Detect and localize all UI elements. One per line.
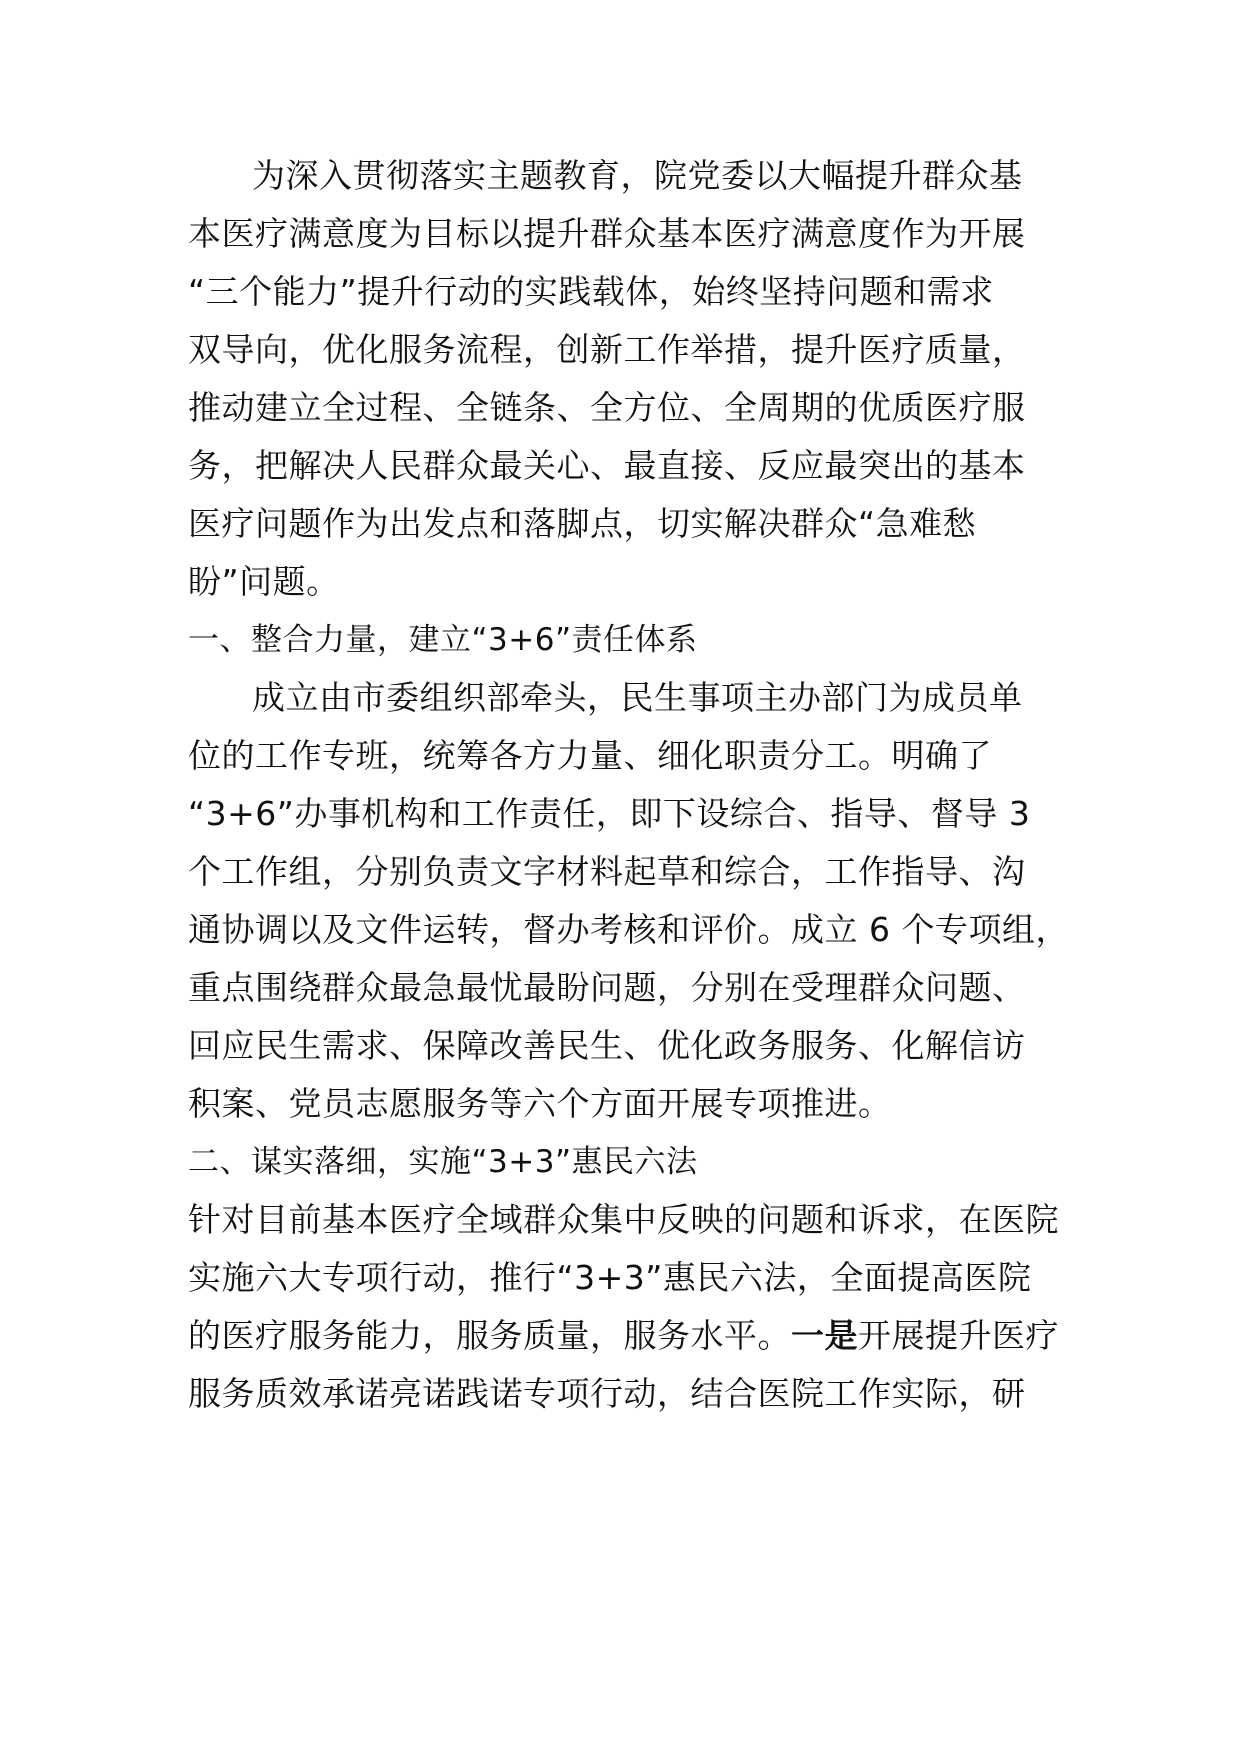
body-line xyxy=(188,1304,1088,1368)
body-line: 实施六大专项行动，推行“3+3”惠民六法，全面提高医院 xyxy=(188,1258,1032,1297)
body-line: 针对目前基本医疗全域群众集中反映的问题和诉求，在医院 xyxy=(188,1200,1059,1239)
body-line: 回应民生需求、保障改善民生、优化政务服务、化解信访 xyxy=(188,1026,1026,1065)
body-line: 个工作组，分别负责文字材料起草和综合，工作指导、沟 xyxy=(188,852,1026,891)
intro-line: 务，把解决人民群众最关心、最直接、反应最突出的基本 xyxy=(188,446,1026,485)
body-line: 位的工作专班，统筹各方力量、细化职责分工。明确了 xyxy=(188,736,992,775)
intro-line: 为深入贯彻落实主题教育，院党委以大幅提升群众基 xyxy=(252,156,1023,195)
intro-line: 推动建立全过程、全链条、全方位、全周期的优质医疗服 xyxy=(188,388,1026,427)
section-heading: 一、整合力量，建立“3+6”责任体系 xyxy=(188,622,698,658)
body-text: 开展提升医疗 xyxy=(858,1316,1059,1355)
intro-line: 盼”问题。 xyxy=(188,562,340,601)
body-line: “3+6”办事机构和工作责任，即下设综合、指导、督导 3 xyxy=(188,794,1031,833)
body-text: 的医疗服务能力，服务质量，服务水平。 xyxy=(188,1316,791,1355)
intro-line: 双导向，优化服务流程，创新工作举措，提升医疗质量， xyxy=(188,330,1026,369)
section-heading: 二、谋实落细，实施“3+3”惠民六法 xyxy=(188,1144,698,1180)
body-line: 成立由市委组织部牵头，民生事项主办部门为成员单 xyxy=(252,678,1023,717)
intro-line: “三个能力”提升行动的实践载体，始终坚持问题和需求 xyxy=(188,272,994,311)
body-line: 重点围绕群众最急最忧最盼问题，分别在受理群众问题、 xyxy=(188,968,1026,1007)
body-line: 服务质效承诺亮诺践诺专项行动，结合医院工作实际，研 xyxy=(188,1374,1026,1413)
body-line: 通协调以及文件运转，督办考核和评价。成立 6 个专项组， xyxy=(188,910,1069,949)
body-line: 积案、党员志愿服务等六个方面开展专项推进。 xyxy=(188,1084,892,1123)
intro-line: 医疗问题作为出发点和落脚点，切实解决群众“急难愁 xyxy=(188,504,977,543)
intro-line: 本医疗满意度为目标以提升群众基本医疗满意度作为开展 xyxy=(188,214,1026,253)
emphasis-text: 一是 xyxy=(791,1316,858,1355)
